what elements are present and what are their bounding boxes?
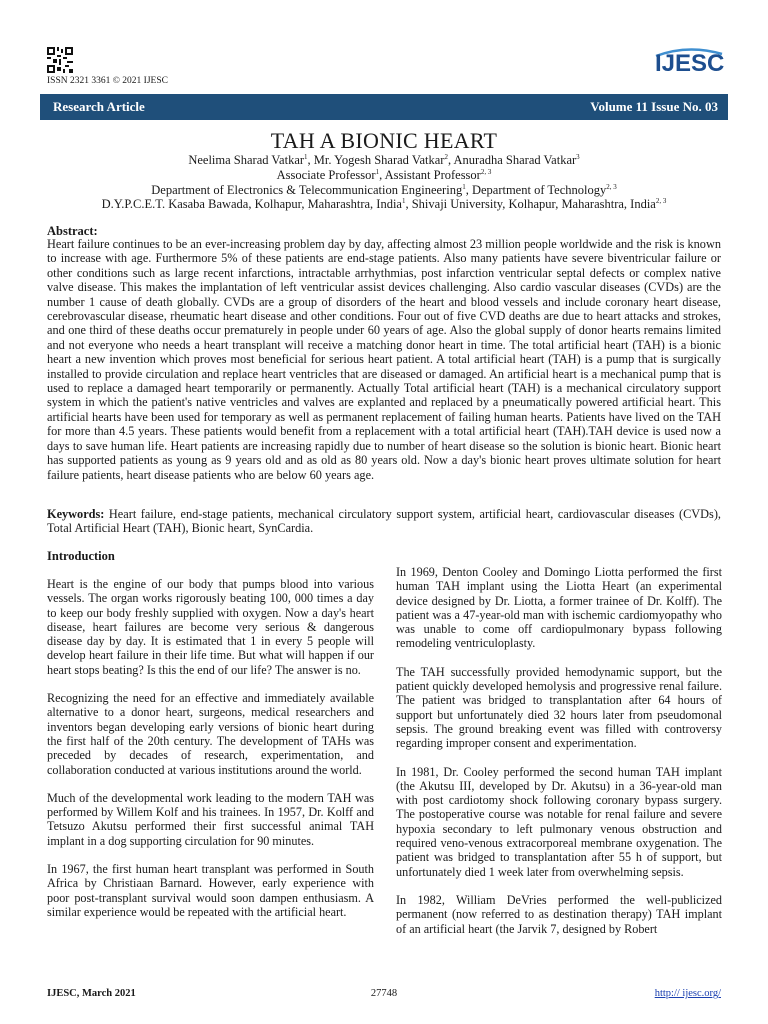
department-1-sup: 1 xyxy=(462,182,466,191)
affiliation-2: , Shivaji University, Kolhapur, Maharashtra, India xyxy=(405,197,656,211)
paragraph: Heart is the engine of our body that pumps blood into various vessels. The organ works rigorously beating 100, 000 times a day to keep our body freshly supplied with oxygen. Now a day's heart disease, heart failures are become very serious & dangerous disease day by day. It is estimated that 1 in every 5 people will develop heart failure in their life time. But what will happen if our heart stops beating? Is this the end of our life? The answer is no. xyxy=(47,577,374,677)
keywords-heading: Keywords: xyxy=(47,507,105,521)
keywords-text: Heart failure, end-stage patients, mechanical circulatory support system, artificial heart, cardiovascular diseases (CVDs), Total Artificial Heart (TAH), Bionic heart, SynCardia. xyxy=(47,507,721,536)
paragraph: In 1969, Denton Cooley and Domingo Liotta performed the first human TAH implant using the Liotta Heart (an experimental device designed by Dr. Liotta, a former trainee of Dr. Kolff). The patient was a 47-year-old man with ischemic cardiomyopathy who was unable to come off cardiopulmonary bypass following remodeling ventriculoplasty. xyxy=(396,565,722,651)
left-column xyxy=(47,577,374,933)
paragraph: The TAH successfully provided hemodynamic support, but the patient quickly developed hemolysis and progressive renal failure. The patient was bridged to transplantation after 64 hours of support but unfortunately died 32 hours later from pseudomonal sepsis. The ground breaking event was filled with controversy regarding improper consent and experimentation. xyxy=(396,664,722,751)
department-2: , Department of Technology xyxy=(465,183,607,197)
abstract-text: Heart failure continues to be an ever-increasing problem day by day, affecting almost 23 million people worldwide and the risk is known to increase with age. Furthermore 5% of these patients are end-stage patients. Also many patients have severe biventricular failure or other conditions such as large recent infarctions, intractable arrhythmias, post infarction ventricular septal defects or complex native valve disease. This makes the implantation of left ventricular assist devices challenging. Also cardio vascular diseases (CVDs) are the number 1 cause of death globally. CVDs are a group of disorders of the heart and blood vessels and include coronary heart disease, cerebrovascular disease, rheumatic heart disease and other conditions. Four out of five CVD deaths are due to heart attacks and strokes, and one third of these deaths occur prematurely in people under 60 years of age. Also the global supply of donor hearts remains limited and not everyone who needs a heart transplant will receive a matching donor heart in time. The total artificial heart (TAH) is a bionic heart a new invention which proves most beneficial for serious heart patient. A total artificial heart (TAH) is a pump that is surgically installed to provide circulation and replace heart ventricles that are diseased or damaged. An artificial heart is a mechanical pump that is used to replace a damaged heart temporarily or permanently. Actually Total artificial heart (TAH) is a mechanical circulatory support system in which the patient's native ventricles and valves are explanted and replaced by a pneumatically powered artificial heart. This artificial hearts have been used for temporary as well as permanent replacement of failing human hearts. Patients have lived on the TAH for more than 4.5 years. These patients would benefit from a replacement with a total artificial heart (TAH).TAH device is used now a days to save human life. Heart patients are increasing rapidly due to number of heart disease so the solution is bionic heart. Bionic heart has supported patients as young as 9 years old and as old as 80 years old. Now a day's bionic heart proves ultimate solution for heart failure patients, heart disease patients who are below 60 years age. xyxy=(47,237,721,482)
volume-issue: Volume 11 Issue No. 03 xyxy=(590,99,718,114)
department-line xyxy=(0,183,768,198)
author-3: , Anuradha Sharad Vatkar xyxy=(447,153,577,167)
keywords-paragraph xyxy=(47,507,721,536)
paragraph: In 1967, the first human heart transplant was performed in South Africa by Christiaan Barnard. However, early experience with poor post-transplant survival would soon dampen enthusiasm. A similar experience would be repeated with the artificial heart. xyxy=(47,862,374,919)
introduction-heading: Introduction xyxy=(47,549,115,563)
department-1: Department of Electronics & Telecommunication Engineering xyxy=(151,183,463,197)
paragraph: In 1982, William DeVries performed the well-publicized permanent (now referred to as destination therapy) TAH implant of an artificial heart (the Jarvik 7, designed by Robert xyxy=(396,892,722,936)
qr-code-icon xyxy=(47,47,73,73)
footer-journal-date: IJESC, March 2021 xyxy=(47,988,136,999)
journal-logo: IJESC xyxy=(655,50,725,77)
author-3-sup: 3 xyxy=(576,152,580,161)
right-column xyxy=(396,565,722,950)
department-2-sup: 2, 3 xyxy=(606,182,617,191)
author-line xyxy=(0,153,768,168)
affiliation-1: D.Y.P.C.E.T. Kasaba Bawada, Kolhapur, Maharashtra, India xyxy=(101,197,402,211)
affiliation-2-sup: 2, 3 xyxy=(655,196,667,205)
author-1: Neelima Sharad Vatkar xyxy=(188,153,305,167)
position-2: , Assistant Professor xyxy=(379,168,481,182)
abstract-heading: Abstract: xyxy=(47,224,98,238)
position-1-sup: 1 xyxy=(375,167,380,176)
paper-title: TAH A BIONIC HEART xyxy=(270,128,498,153)
paragraph: Recognizing the need for an effective and immediately available alternative to a donor heart, surgeons, medical researchers and inventors began developing early versions of bionic heart during the first half of the 20th century. The development of TAHs was preceded by decades of research, experimentation, and collaboration conducted at various institutions around the world. xyxy=(47,691,374,777)
author-2-sup: 2 xyxy=(444,152,448,161)
author-2: , Mr. Yogesh Sharad Vatkar xyxy=(307,153,445,167)
header-banner xyxy=(40,94,728,120)
journal-url-link[interactable]: http:// ijesc.org/ xyxy=(654,988,721,999)
affiliation-1-sup: 1 xyxy=(401,196,406,205)
position-1: Associate Professor xyxy=(276,168,376,182)
paragraph: In 1981, Dr. Cooley performed the second human TAH implant (the Akutsu III, developed by Dr. Akutsu) in a 36-year-old man with post cardiotomy shock following coronary bypass surgery. The postoperative course was notable for renal failure and severe hypoxia secondary to left pulmonary venous obstruction and required veno-venous extracorporeal membrane oxygenation. The patient was bridged to transplantation after 55 h of support, but unfortunately died 1 week later from overwhelming sepsis. xyxy=(396,764,722,879)
position-2-sup: 2, 3 xyxy=(480,167,492,176)
paragraph: Much of the developmental work leading to the modern TAH was performed by Willem Kolf and his trainees. In 1957, Dr. Kolff and Tetsuzo Akutsu performed their first successful animal TAH implant in a dog supporting circulation for 90 minutes. xyxy=(47,790,374,848)
article-type: Research Article xyxy=(53,99,145,114)
issn-line: ISSN 2321 3361 © 2021 IJESC xyxy=(47,76,168,86)
position-line xyxy=(0,168,768,183)
affiliation-line xyxy=(0,197,768,212)
author-1-sup: 1 xyxy=(304,152,308,161)
page-number: 27748 xyxy=(370,988,398,999)
